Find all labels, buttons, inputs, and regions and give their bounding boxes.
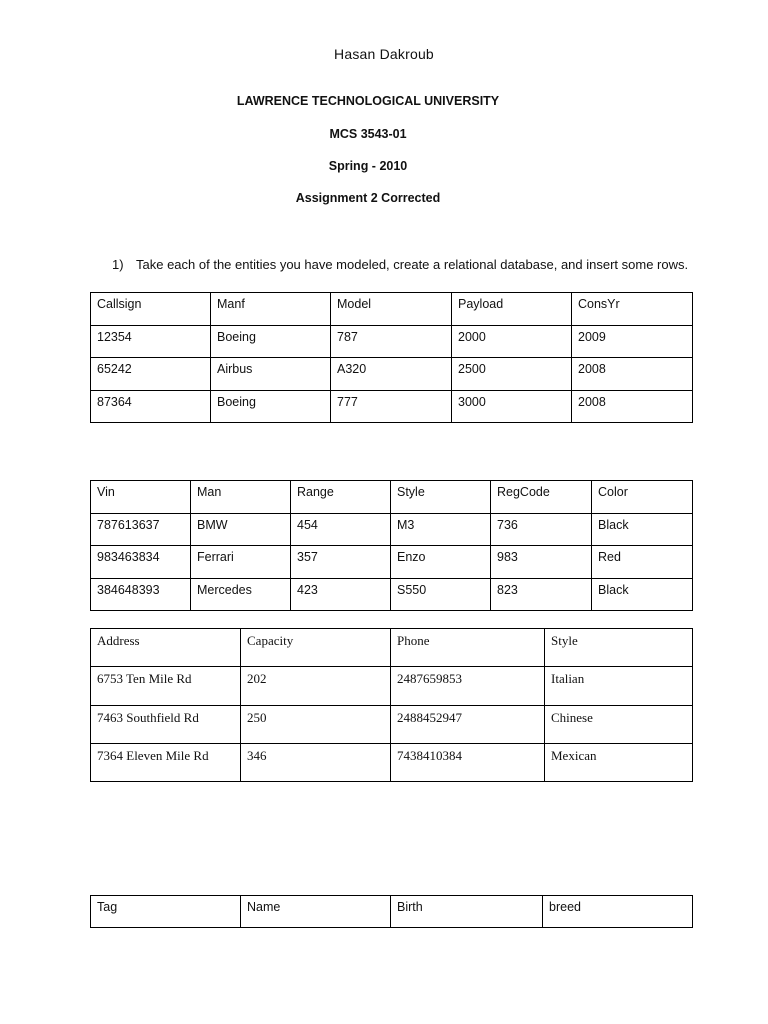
table-cell: 384648393 bbox=[91, 578, 191, 611]
table-cell: 87364 bbox=[91, 390, 211, 423]
table-cell: 423 bbox=[291, 578, 391, 611]
table-header-row bbox=[91, 896, 693, 928]
table-cell: 983463834 bbox=[91, 546, 191, 579]
table-cell: 2009 bbox=[572, 325, 693, 358]
table-cell: 2488452947 bbox=[391, 705, 545, 743]
table-row bbox=[91, 325, 693, 358]
term-heading: Spring - 2010 bbox=[328, 159, 408, 173]
pets-table bbox=[90, 895, 693, 928]
question-text: Take each of the entities you have modeled, create a relational database, and insert some rows. bbox=[136, 257, 689, 272]
table-cell: 2000 bbox=[452, 325, 572, 358]
table-header-cell: breed bbox=[543, 896, 693, 928]
table-header-cell: Manf bbox=[211, 293, 331, 326]
table-header-cell: Tag bbox=[91, 896, 241, 928]
table-header-cell: Capacity bbox=[241, 629, 391, 667]
table-cell: 6753 Ten Mile Rd bbox=[91, 667, 241, 705]
table-header-cell: Man bbox=[191, 481, 291, 514]
table-cell: Boeing bbox=[211, 390, 331, 423]
table-cell: 2500 bbox=[452, 358, 572, 391]
table-cell: Enzo bbox=[391, 546, 491, 579]
aircraft-table bbox=[90, 292, 693, 423]
table-cell: Black bbox=[592, 578, 693, 611]
table-row bbox=[91, 390, 693, 423]
question-number: 1) bbox=[112, 257, 124, 272]
author-name: Hasan Dakroub bbox=[334, 46, 434, 62]
restaurants-table bbox=[90, 628, 693, 782]
table-cell: 983 bbox=[491, 546, 592, 579]
table-cell: 7438410384 bbox=[391, 743, 545, 781]
table-cell: 787613637 bbox=[91, 513, 191, 546]
table-header-cell: Payload bbox=[452, 293, 572, 326]
table-cell: Ferrari bbox=[191, 546, 291, 579]
table-cell: 357 bbox=[291, 546, 391, 579]
table-row bbox=[91, 358, 693, 391]
table-row bbox=[91, 667, 693, 705]
table-cell: Black bbox=[592, 513, 693, 546]
table-cell: Italian bbox=[545, 667, 693, 705]
table-header-cell: ConsYr bbox=[572, 293, 693, 326]
table-cell: 7364 Eleven Mile Rd bbox=[91, 743, 241, 781]
table-header-row bbox=[91, 293, 693, 326]
question-1 bbox=[112, 256, 692, 274]
table-header-cell: Color bbox=[592, 481, 693, 514]
table-cell: M3 bbox=[391, 513, 491, 546]
course-heading: MCS 3543-01 bbox=[329, 127, 407, 141]
table-cell: Boeing bbox=[211, 325, 331, 358]
table-cell: Mercedes bbox=[191, 578, 291, 611]
assignment-heading: Assignment 2 Corrected bbox=[295, 191, 441, 205]
university-heading: LAWRENCE TECHNOLOGICAL UNIVERSITY bbox=[236, 94, 500, 108]
table-header-cell: Style bbox=[545, 629, 693, 667]
table-header-row bbox=[91, 481, 693, 514]
table-cell: 7463 Southfield Rd bbox=[91, 705, 241, 743]
table-cell: 250 bbox=[241, 705, 391, 743]
table-cell: 787 bbox=[331, 325, 452, 358]
table-cell: 202 bbox=[241, 667, 391, 705]
table-cell: Airbus bbox=[211, 358, 331, 391]
table-cell: 823 bbox=[491, 578, 592, 611]
table-cell: A320 bbox=[331, 358, 452, 391]
table-header-cell: Callsign bbox=[91, 293, 211, 326]
table-row bbox=[91, 513, 693, 546]
table-header-row bbox=[91, 629, 693, 667]
table-cell: 3000 bbox=[452, 390, 572, 423]
table-cell: 2487659853 bbox=[391, 667, 545, 705]
table-cell: 2008 bbox=[572, 390, 693, 423]
table-row bbox=[91, 546, 693, 579]
table-cell: BMW bbox=[191, 513, 291, 546]
table-cell: 12354 bbox=[91, 325, 211, 358]
table-cell: S550 bbox=[391, 578, 491, 611]
table-header-cell: Phone bbox=[391, 629, 545, 667]
table-row bbox=[91, 705, 693, 743]
table-header-cell: Style bbox=[391, 481, 491, 514]
table-header-cell: Name bbox=[241, 896, 391, 928]
table-cell: 2008 bbox=[572, 358, 693, 391]
table-cell: 454 bbox=[291, 513, 391, 546]
table-row bbox=[91, 578, 693, 611]
cars-table bbox=[90, 480, 693, 611]
table-header-cell: Address bbox=[91, 629, 241, 667]
table-header-cell: Vin bbox=[91, 481, 191, 514]
table-header-cell: Model bbox=[331, 293, 452, 326]
table-cell: 346 bbox=[241, 743, 391, 781]
table-header-cell: Birth bbox=[391, 896, 543, 928]
table-cell: 65242 bbox=[91, 358, 211, 391]
table-cell: Chinese bbox=[545, 705, 693, 743]
table-header-cell: Range bbox=[291, 481, 391, 514]
table-cell: 736 bbox=[491, 513, 592, 546]
table-cell: 777 bbox=[331, 390, 452, 423]
table-header-cell: RegCode bbox=[491, 481, 592, 514]
table-row bbox=[91, 743, 693, 781]
table-cell: Mexican bbox=[545, 743, 693, 781]
table-cell: Red bbox=[592, 546, 693, 579]
